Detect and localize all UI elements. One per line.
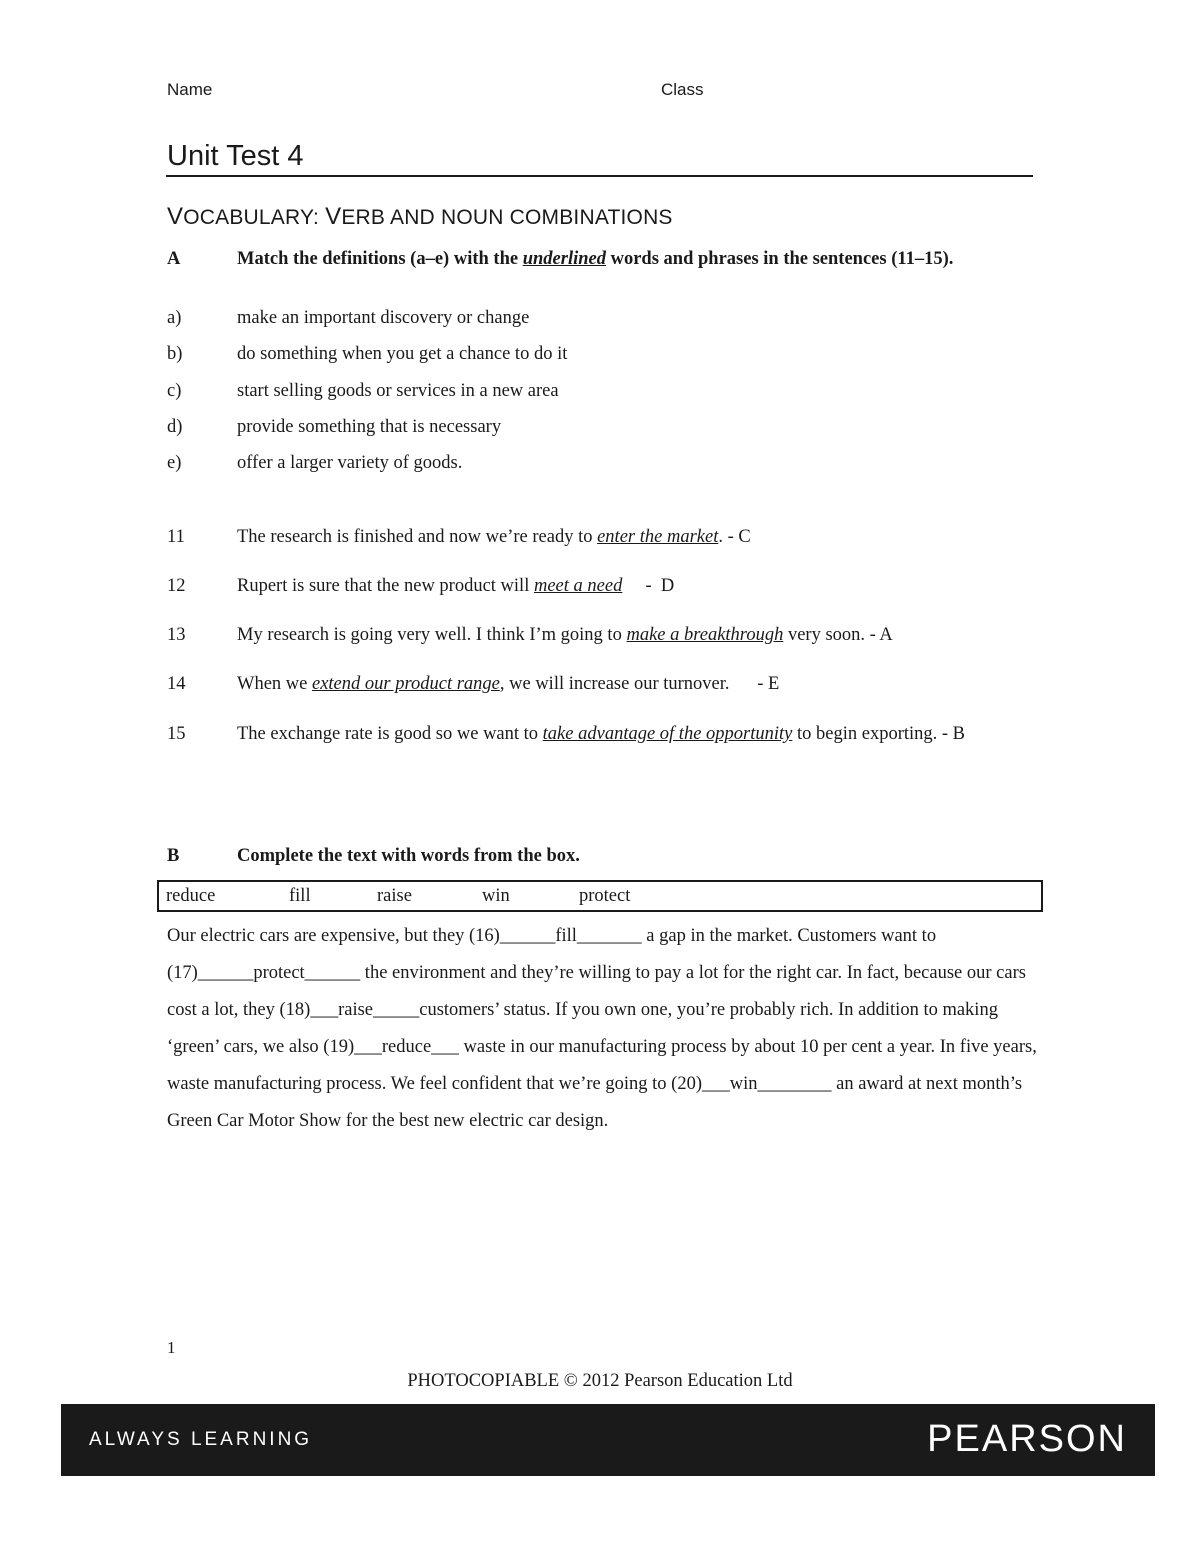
definition-text: make an important discovery or change	[237, 308, 530, 328]
sentence-15	[167, 716, 967, 753]
sentence-underlined-phrase: enter the market	[597, 527, 719, 547]
section-sep: :	[313, 206, 326, 229]
gap-fill-paragraph: Our electric cars are expensive, but they (16)______fill_______ a gap in the market. Customers want to (17)______protect______ the environment and they’re willing to pay a lot for the right car. In fact, because our cars cost a lot, they (18)___raise_____customers’ status. If you own one, you’re probably rich. In addition to making ‘green’ cars, we also (19)___reduce___ waste in our manufacturing process by about 10 per cent a year. In five years, waste manufacturing process. We feel confident that we’re going to (20)___win________ an award at next month’s Green Car Motor Show for the best new electric car design.	[167, 926, 1037, 1131]
sentence-text-pre: The exchange rate is good so we want to	[237, 724, 543, 744]
task-a-text-post: words and phrases in the sentences (11–15).	[605, 249, 954, 269]
sentence-13	[167, 617, 1027, 654]
definition-text: offer a larger variety of goods.	[237, 453, 463, 473]
footer-banner	[61, 1404, 1155, 1476]
section-cap-1: V	[167, 203, 184, 230]
sentence-underlined-phrase: meet a need	[533, 576, 623, 596]
sentence-underlined-phrase: extend our product range	[312, 674, 500, 694]
task-b-letter: B	[167, 846, 180, 866]
word-box-item: reduce	[166, 886, 216, 906]
sentence-number: 11	[167, 527, 185, 547]
definition-d	[167, 417, 501, 438]
sentence-text-post: . - C	[718, 527, 751, 547]
definition-key: a)	[167, 308, 182, 328]
definition-key: e)	[167, 453, 182, 473]
definition-key: d)	[167, 417, 183, 437]
section-cap-2: V	[325, 203, 342, 230]
task-b-text: Complete the text with words from the box.	[237, 846, 580, 866]
slogan: ALWAYS LEARNING	[89, 1429, 313, 1450]
sentence-14	[167, 666, 1027, 703]
sentence-text-pre: Rupert is sure that the new product will	[237, 576, 534, 596]
word-box	[157, 880, 1043, 912]
definition-e	[167, 453, 462, 474]
section-heading	[167, 203, 673, 231]
sentence-text-post: very soon. - A	[783, 625, 893, 645]
task-b-instruction	[167, 846, 580, 867]
sentence-number: 13	[167, 625, 186, 645]
sentence-text-pre: When we	[237, 674, 312, 694]
sentence-text-post: , we will increase our turnover. - E	[499, 674, 780, 694]
definition-text: provide something that is necessary	[237, 417, 502, 437]
definition-key: b)	[167, 344, 183, 364]
sentence-number: 15	[167, 724, 186, 744]
name-label: Name	[167, 80, 213, 99]
sentence-text-pre: The research is finished and now we’re ready to	[237, 527, 598, 547]
word-box-item: fill	[289, 886, 311, 906]
word-box-item: raise	[377, 886, 412, 906]
section-rest-1: OCABULARY	[183, 206, 314, 229]
section-rest-2: ERB AND NOUN COMBINATIONS	[341, 206, 673, 229]
definition-a	[167, 308, 529, 329]
sentence-text-post: to begin exporting. - B	[792, 724, 966, 744]
brand-logo: PEARSON	[927, 1418, 1127, 1460]
definition-b	[167, 344, 567, 365]
task-a-text-pre: Match the definitions (a–e) with the	[237, 249, 523, 269]
definition-key: c)	[167, 381, 182, 401]
sentence-number: 12	[167, 576, 186, 596]
page-title: Unit Test 4	[167, 140, 304, 172]
copyright-notice: PHOTOCOPIABLE © 2012 Pearson Education Ltd	[407, 1371, 793, 1391]
title-rule	[166, 175, 1033, 177]
sentence-underlined-phrase: make a breakthrough	[626, 625, 784, 645]
sentence-number: 14	[167, 674, 186, 694]
task-a-letter: A	[167, 249, 181, 269]
sentence-underlined-phrase: take advantage of the opportunity	[542, 724, 793, 744]
definition-text: do something when you get a chance to do it	[237, 344, 568, 364]
class-label: Class	[661, 80, 704, 99]
sentence-text-post: - D	[622, 576, 675, 596]
sentence-11	[167, 519, 1027, 556]
word-box-item: win	[482, 886, 510, 906]
definition-c	[167, 381, 559, 402]
page-number: 1	[167, 1338, 176, 1357]
task-a-underlined-word: underlined	[522, 249, 606, 269]
sentence-text-pre: My research is going very well. I think I’m going to	[237, 625, 627, 645]
task-a-instruction	[167, 246, 1027, 272]
definition-text: start selling goods or services in a new area	[237, 381, 559, 401]
word-box-item: protect	[579, 886, 631, 906]
sentence-12	[167, 568, 1027, 605]
